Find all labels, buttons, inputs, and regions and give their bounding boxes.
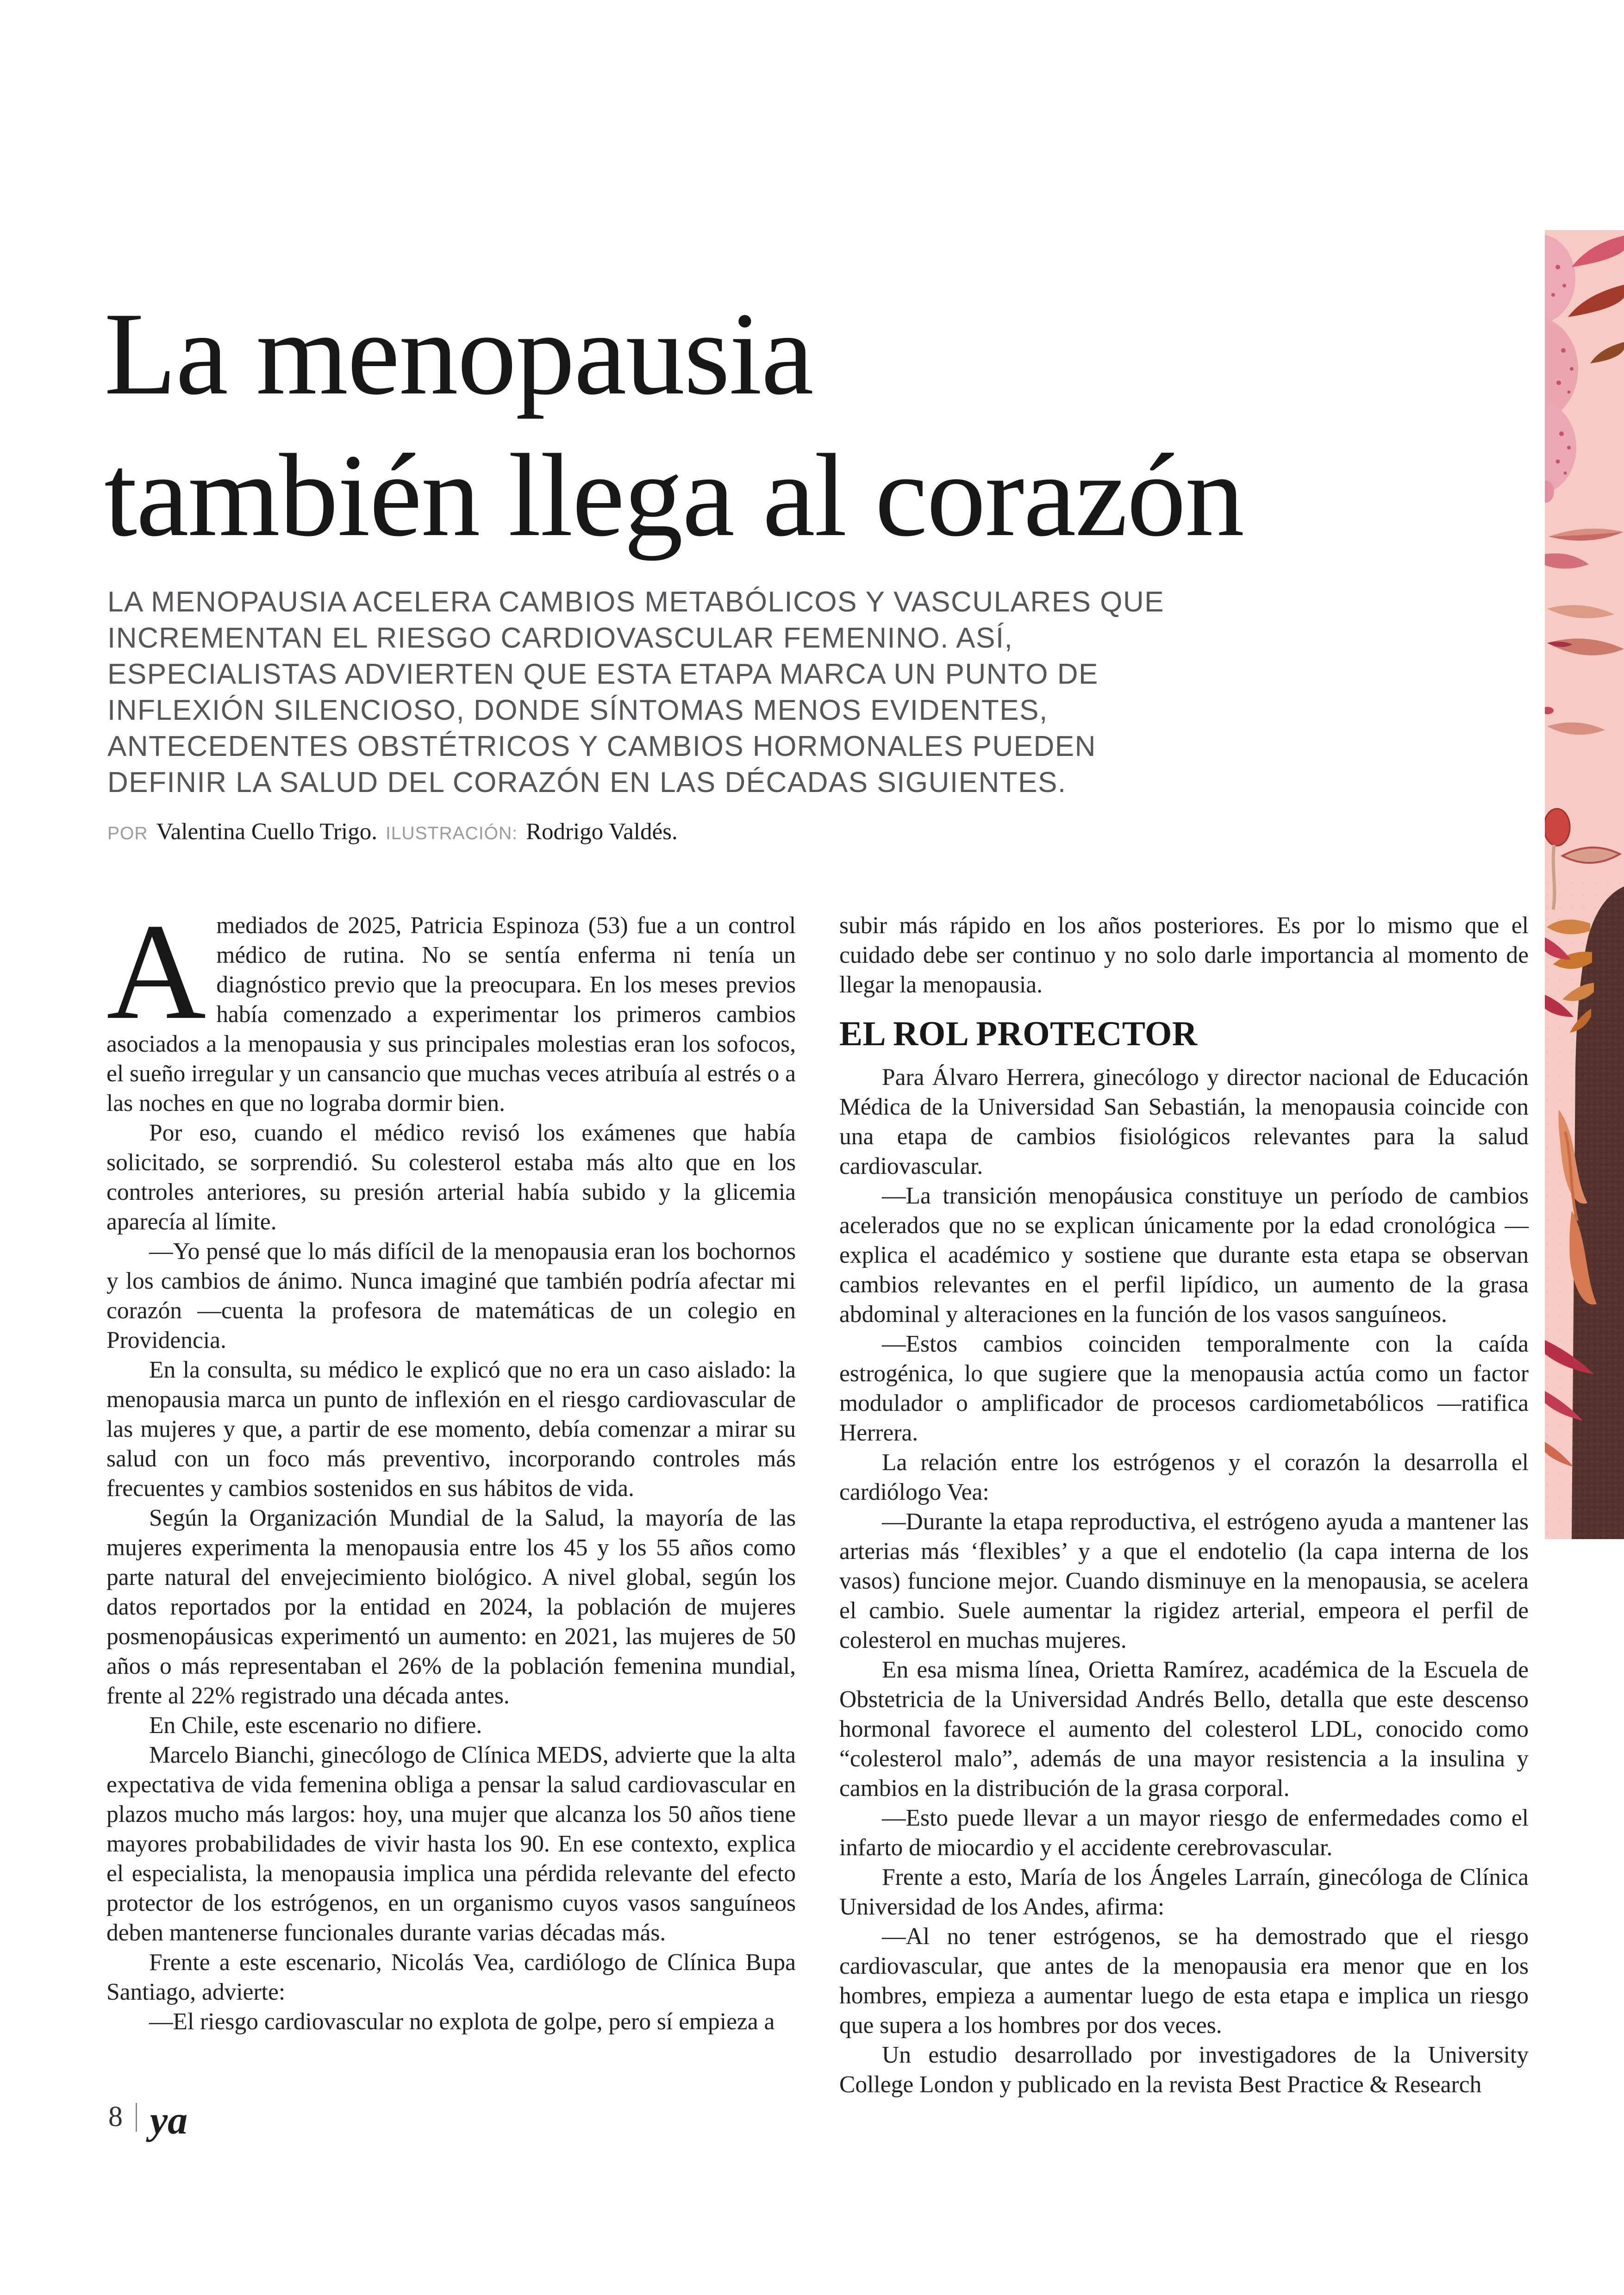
page-number: 8 xyxy=(108,2101,123,2133)
paragraph: —Esto puede llevar a un mayor riesgo de enfermedades como el infarto de miocardio y el accidente cerebrovascular. xyxy=(839,1805,1529,1861)
paragraph-text: mediados de 2025, Patricia Espinoza (53) fue a un control médico de rutina. No se sentía enferma ni tenía un diagnóstico previo que la preocupara. En los meses previos había comenzado a experimentar los primeros cambios asociados a la menopausia y sus principales molestias eran los sofocos, el sueño irregular y un cansancio que muchas veces atribuía al estrés o a las noches en que no lograba dormir bien. xyxy=(106,912,796,1116)
paragraph: Según la Organización Mundial de la Salud, la mayoría de las mujeres experimenta la menopausia entre los 45 y los 55 años como parte natural del envejecimiento biológico. A nivel global, según los datos reportados por la entidad en 2024, la población de mujeres posmenopáusicas experimentó un aumento: en 2021, las mujeres de 50 años o más representaban el 26% de la población femenina mundial, frente al 22% registrado una década antes. xyxy=(106,1505,796,1709)
paragraph xyxy=(106,895,796,1118)
deck-line: ESPECIALISTAS ADVIERTEN QUE ESTA ETAPA MARCA UN PUNTO DE xyxy=(107,658,1099,690)
paragraph: —Durante la etapa reproductiva, el estrógeno ayuda a mantener las arterias más ‘flexibles’ y a que el endotelio (la capa interna de los vasos) funcione mejor. Cuando disminuye en la menopausia, se acelera el cambio. Suele aumentar la rigidez arterial, empeora el perfil de colesterol en muchas mujeres. xyxy=(839,1509,1529,1653)
paragraph: La relación entre los estrógenos y el corazón la desarrolla el cardiólogo Vea: xyxy=(839,1449,1529,1505)
article-title-line-1: La menopausia xyxy=(104,288,813,419)
deck-line: ANTECEDENTES OBSTÉTRICOS Y CAMBIOS HORMONALES PUEDEN xyxy=(107,730,1096,762)
byline xyxy=(107,818,678,845)
article-title-line-2: también llega al corazón xyxy=(104,430,1243,561)
section-heading: EL ROL PROTECTOR xyxy=(839,1015,1198,1053)
dotted-pod-shapes xyxy=(1545,234,1578,503)
paragraph: —Yo pensé que lo más difícil de la menopausia eran los bochornos y los cambios de ánimo. Nunca imaginé que también podría afectar mi corazón —cuenta la profesora de matemáticas de un colegio en Providencia. xyxy=(106,1238,796,1353)
paragraph: Marcelo Bianchi, ginecólogo de Clínica MEDS, advierte que la alta expectativa de vida femenina obliga a pensar la salud cardiovascular en plazos mucho más largos: hoy, una mujer que alcanza los 50 años tiene mayores probabilidades de vivir hasta los 90. En ese contexto, explica el especialista, la menopausia implica una pérdida relevante del efecto protector de los estrógenos, en un organismo cuyos vasos sanguíneos deben mantenerse funcionales durante varias décadas más. xyxy=(106,1742,796,1946)
paragraph: Para Álvaro Herrera, ginecólogo y director nacional de Educación Médica de la Universidad San Sebastián, la menopausia coincide con una etapa de cambios fisiológicos relevantes para la salud cardiovascular. xyxy=(839,1064,1529,1179)
deck-line: LA MENOPAUSIA ACELERA CAMBIOS METABÓLICOS Y VASCULARES QUE xyxy=(107,586,1164,618)
deck-line: INCREMENTAN EL RIESGO CARDIOVASCULAR FEMENINO. ASÍ, xyxy=(107,622,1013,654)
byline-illustrator-name: Rodrigo Valdés. xyxy=(526,819,678,845)
paragraph: En la consulta, su médico le explicó que no era un caso aislado: la menopausia marca un punto de inflexión en el riesgo cardiovascular de las mujeres y que, a partir de ese momento, debía comenzar a mirar su salud con un foco más preventivo, incorporando controles más frecuentes y cambios sostenidos en sus hábitos de vida. xyxy=(106,1357,796,1502)
drop-cap: A xyxy=(106,895,206,1048)
body-column-1 xyxy=(106,895,796,2100)
page-footer xyxy=(108,2097,188,2142)
article-deck xyxy=(107,584,1164,801)
paragraph: En esa misma línea, Orietta Ramírez, académica de la Escuela de Obstetricia de la Universidad Andrés Bello, detalla que este descenso hormonal favorece el aumento del colesterol LDL, conocido como “colesterol malo”, además de una mayor resistencia a la insulina y cambios en la distribución de la grasa corporal. xyxy=(839,1657,1529,1802)
footer-divider xyxy=(136,2103,137,2132)
byline-author-label: POR xyxy=(107,823,148,843)
paragraph: —La transición menopáusica constituye un período de cambios acelerados que no se explican únicamente por la edad cronológica —explica el académico y sostiene que durante esta etapa se observan cambios relevantes en el perfil lipídico, un aumento de la grasa abdominal y alteraciones en la función de los vasos sanguíneos. xyxy=(839,1183,1529,1328)
paragraph: En Chile, este escenario no difiere. xyxy=(149,1712,482,1739)
watercolor-leaves-illustration xyxy=(1545,230,1624,1539)
article-body xyxy=(106,895,1529,2100)
paragraph: subir más rápido en los años posteriores. Es por lo mismo que el cuidado debe ser continuo y no solo darle importancia al momento de llegar la menopausia. xyxy=(839,912,1529,998)
deck-line: INFLEXIÓN SILENCIOSO, DONDE SÍNTOMAS MENOS EVIDENTES, xyxy=(107,694,1048,726)
paragraph: Por eso, cuando el médico revisó los exámenes que había solicitado, se sorprendió. Su colesterol estaba más alto que en los controles anteriores, su presión arterial había subido y la glicemia aparecía al límite. xyxy=(106,1120,796,1235)
illustration-strip xyxy=(1545,230,1624,1539)
paragraph: —Estos cambios coinciden temporalmente con la caída estrogénica, lo que sugiere que la menopausia actúa como un factor modulador o amplificador de procesos cardiometabólicos —ratifica Herrera. xyxy=(839,1331,1529,1446)
body-column-2 xyxy=(839,911,1529,2100)
paragraph: Frente a este escenario, Nicolás Vea, cardiólogo de Clínica Bupa Santiago, advierte: xyxy=(106,1949,796,2005)
paragraph: Frente a esto, María de los Ángeles Larraín, ginecóloga de Clínica Universidad de los Andes, afirma: xyxy=(839,1864,1529,1920)
paragraph: —Al no tener estrógenos, se ha demostrado que el riesgo cardiovascular, que antes de la menopausia era menor que en los hombres, empieza a aumentar luego de esta etapa e implica un riesgo que supera a los hombres por dos veces. xyxy=(839,1923,1529,2039)
paragraph: —El riesgo cardiovascular no explota de golpe, pero sí empieza a xyxy=(149,2008,775,2035)
byline-illustration-label: ILUSTRACIÓN: xyxy=(385,823,518,843)
magazine-logo: ya xyxy=(150,2097,188,2142)
paragraph: Un estudio desarrollado por investigadores de la University College London y publicado en la revista Best Practice & Research xyxy=(839,2042,1529,2098)
byline-author-name: Valentina Cuello Trigo. xyxy=(156,819,377,845)
article-title xyxy=(104,283,1243,567)
deck-line: DEFINIR LA SALUD DEL CORAZÓN EN LAS DÉCADAS SIGUIENTES. xyxy=(107,767,1067,798)
